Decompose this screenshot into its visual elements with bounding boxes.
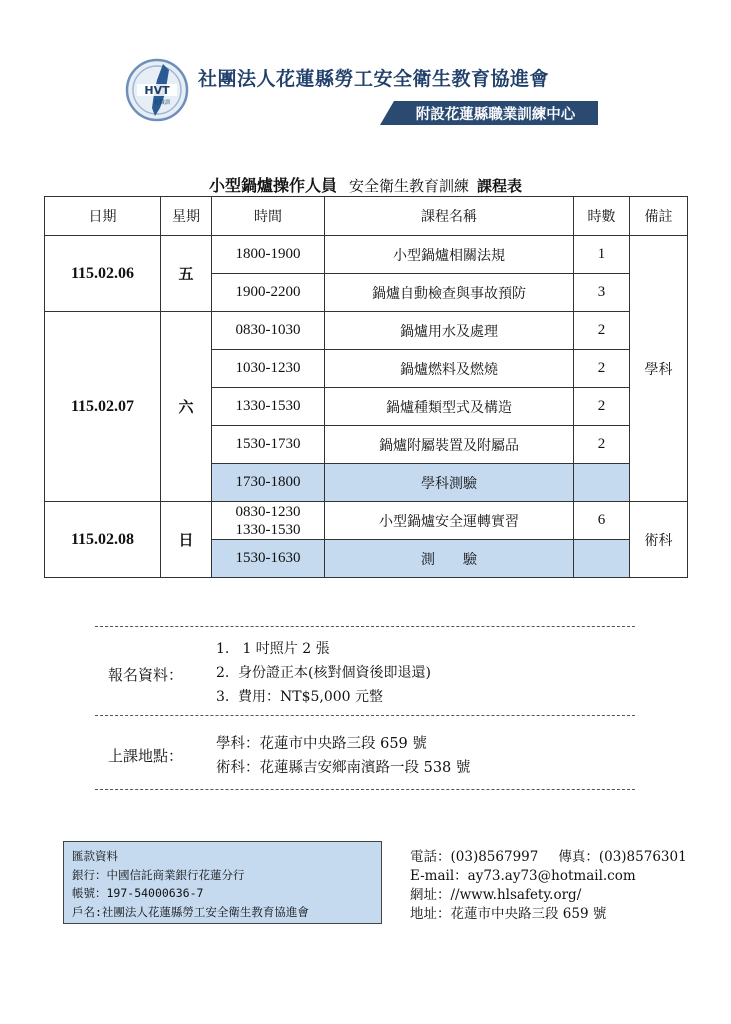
logo-text: HVT xyxy=(144,84,170,97)
hours-cell xyxy=(574,540,630,578)
item-text: 身份證正本(核對個資後即退還) xyxy=(238,665,431,681)
org-name: 社團法人花蓮縣勞工安全衛生教育協進會 xyxy=(198,68,550,90)
contact-fax: 傳真：(03)8576301 xyxy=(558,849,687,865)
contact-phone: 電話：(03)8567997 xyxy=(410,849,539,865)
date-cell: 115.02.06 xyxy=(45,236,161,312)
col-header-date: 日期 xyxy=(45,197,161,236)
hours-cell: 2 xyxy=(574,388,630,426)
time-cell: 1330-1530 xyxy=(212,388,325,426)
contact-address: 地址：花蓮市中央路三段 659 號 xyxy=(410,906,607,922)
table-header-row xyxy=(45,197,688,236)
location-theory: 學科：花蓮市中央路三段 659 號 xyxy=(216,736,427,752)
course-cell: 學科測驗 xyxy=(325,464,574,502)
hours-cell: 2 xyxy=(574,426,630,464)
time-cell: 1030-1230 xyxy=(212,350,325,388)
date-cell: 115.02.08 xyxy=(45,502,161,578)
col-header-course: 課程名稱 xyxy=(325,197,574,236)
item-text: 1 吋照片 2 張 xyxy=(238,641,330,657)
location-list xyxy=(216,732,470,780)
hours-cell: 1 xyxy=(574,236,630,274)
course-cell: 鍋爐自動檢查與事故預防 xyxy=(325,274,574,312)
hours-cell: 2 xyxy=(574,312,630,350)
registration-label: 報名資料： xyxy=(108,666,184,684)
col-header-time: 時間 xyxy=(212,197,325,236)
time-cell: 1530-1730 xyxy=(212,426,325,464)
dashed-divider xyxy=(95,789,635,790)
dashed-divider xyxy=(95,715,635,716)
item-number: 2. xyxy=(216,665,230,681)
hours-cell: 2 xyxy=(574,350,630,388)
course-cell: 小型鍋爐安全運轉實習 xyxy=(325,502,574,540)
list-item xyxy=(216,637,431,661)
course-cell: 鍋爐附屬裝置及附屬品 xyxy=(325,426,574,464)
contact-phone-line xyxy=(410,848,687,867)
time-cell xyxy=(212,502,325,540)
course-cell: 鍋爐種類型式及構造 xyxy=(325,388,574,426)
col-header-remark: 備註 xyxy=(630,197,688,236)
contact-info xyxy=(410,848,687,924)
time-cell: 1800-1900 xyxy=(212,236,325,274)
weekday-cell: 日 xyxy=(161,502,212,578)
registration-list xyxy=(216,637,431,709)
bank-title: 匯款資料 xyxy=(72,849,118,863)
remark-practice-cell: 術科 xyxy=(630,502,688,578)
course-cell: 測 驗 xyxy=(325,540,574,578)
hours-cell xyxy=(574,464,630,502)
location-practice: 術科：花蓮縣吉安鄉南濱路一段 538 號 xyxy=(216,760,471,776)
time-cell: 1530-1630 xyxy=(212,540,325,578)
course-cell: 小型鍋爐相關法規 xyxy=(325,236,574,274)
course-cell: 鍋爐用水及處理 xyxy=(325,312,574,350)
schedule-title-label: 課程表 xyxy=(477,177,523,195)
bank-info-box xyxy=(63,841,382,924)
hours-cell: 3 xyxy=(574,274,630,312)
weekday-cell: 六 xyxy=(161,312,212,502)
sub-name: 附設花蓮縣職業訓練中心 xyxy=(415,107,576,123)
table-row xyxy=(45,312,688,350)
bank-account: 帳號：197-54000636-7 xyxy=(72,886,204,900)
list-item xyxy=(216,685,431,709)
course-cell: 鍋爐燃料及燃燒 xyxy=(325,350,574,388)
hours-cell: 6 xyxy=(574,502,630,540)
table-row xyxy=(45,502,688,540)
logo-subtext: 花職訓 xyxy=(153,100,171,106)
col-header-weekday: 星期 xyxy=(161,197,212,236)
dashed-divider xyxy=(95,626,635,627)
bank-account-holder: 戶名:社團法人花蓮縣勞工安全衛生教育協進會 xyxy=(72,904,309,919)
date-cell: 115.02.07 xyxy=(45,312,161,502)
hvt-logo xyxy=(125,58,189,122)
col-header-hours: 時數 xyxy=(574,197,630,236)
item-number: 1. xyxy=(216,641,230,657)
schedule-title xyxy=(0,173,731,196)
list-item xyxy=(216,661,431,685)
contact-website: 網址：//www.hlsafety.org/ xyxy=(410,887,582,903)
remark-theory-cell: 學科 xyxy=(630,236,688,502)
item-number: 3. xyxy=(216,689,230,705)
time-cell: 1900-2200 xyxy=(212,274,325,312)
schedule-title-course: 小型鍋爐操作人員 xyxy=(208,176,337,195)
time-cell: 0830-1030 xyxy=(212,312,325,350)
schedule-table xyxy=(44,196,688,578)
time-cell: 1730-1800 xyxy=(212,464,325,502)
weekday-cell: 五 xyxy=(161,236,212,312)
time-line: 0830-1230 xyxy=(235,503,301,520)
time-line: 1330-1530 xyxy=(235,521,301,538)
location-label: 上課地點： xyxy=(108,747,184,765)
bank-name: 銀行：中國信託商業銀行花蓮分行 xyxy=(72,867,245,882)
schedule-title-training: 安全衛生教育訓練 xyxy=(348,177,469,195)
item-text: 費用：NT$5,000 元整 xyxy=(238,689,384,705)
table-row xyxy=(45,236,688,274)
contact-email: E-mail：ay73.ay73@hotmail.com xyxy=(410,868,636,884)
